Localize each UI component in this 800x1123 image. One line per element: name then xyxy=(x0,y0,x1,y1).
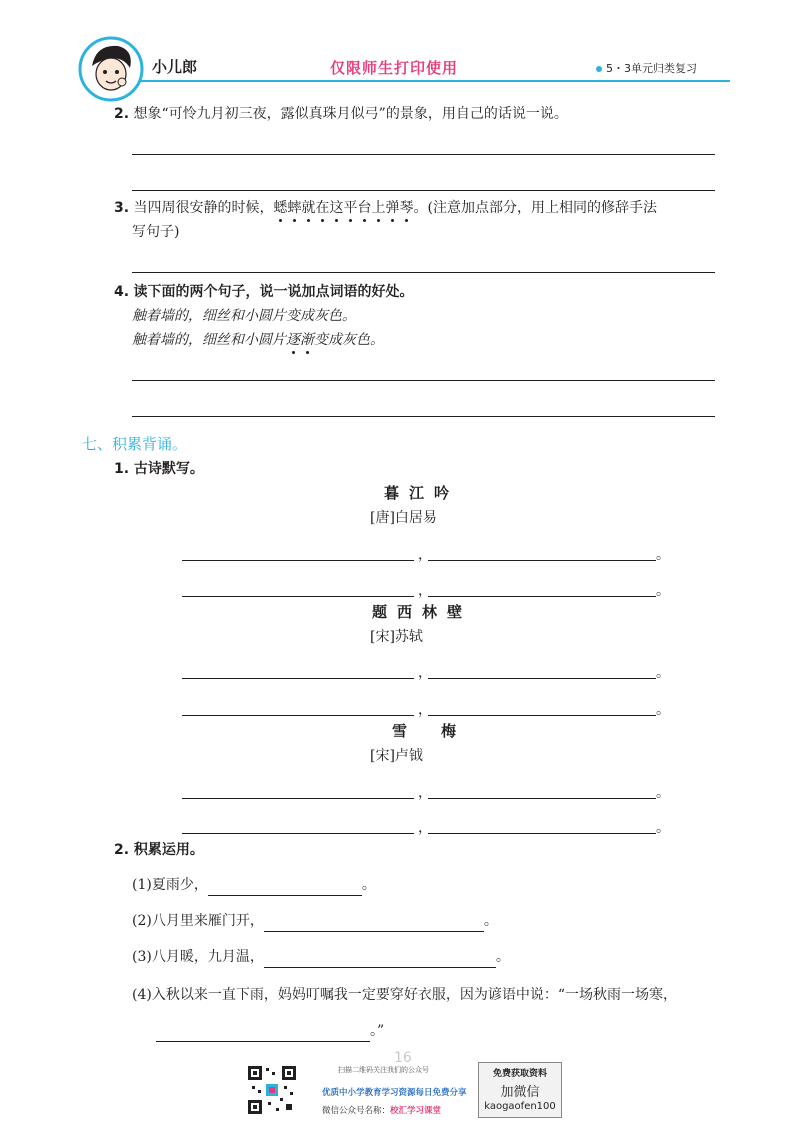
poem-title: 暮江吟 xyxy=(384,484,460,502)
subquestion-1: 1. 古诗默写。 xyxy=(114,461,204,477)
subquestion-2: 2. 积累运用。 xyxy=(114,842,204,858)
answer-line[interactable] xyxy=(132,154,715,155)
answer-blank[interactable] xyxy=(182,596,414,597)
fill-item-2 xyxy=(132,910,498,932)
example-sentence-2 xyxy=(132,330,384,350)
emphasized-char: 蟀 xyxy=(287,200,302,216)
answer-blank[interactable] xyxy=(156,1025,370,1042)
fill-item-4-cont xyxy=(156,1020,384,1042)
emphasized-char: 弹 xyxy=(385,200,400,216)
answer-blank[interactable] xyxy=(428,678,656,679)
box-line-2: 加微信 xyxy=(500,1085,540,1100)
footer-slogan: 优质中小学教育学习资源每日免费分享 xyxy=(322,1088,467,1098)
emphasized-char: 就 xyxy=(301,200,316,216)
mascot-avatar-icon xyxy=(78,36,144,102)
print-watermark: 仅限师生打印使用 xyxy=(330,59,459,77)
fill-end: 。” xyxy=(370,1023,385,1039)
page-footer xyxy=(0,1050,800,1123)
unit-tag-label: 5・3单元归类复习 xyxy=(606,62,697,75)
answer-blank[interactable] xyxy=(182,833,414,834)
page-number: 16 xyxy=(394,1050,412,1066)
emphasized-char: 渐 xyxy=(300,332,314,348)
comma: ， xyxy=(418,820,432,836)
answer-blank[interactable] xyxy=(428,596,656,597)
emphasized-char: 逐 xyxy=(286,332,300,348)
poem-fill-line xyxy=(182,699,670,719)
question-number: 2. xyxy=(114,106,130,122)
emphasized-char: 蟋 xyxy=(273,200,288,216)
unit-tag xyxy=(596,60,697,76)
period: 。 xyxy=(656,665,670,681)
emphasized-char: 上 xyxy=(371,200,386,216)
answer-blank[interactable] xyxy=(208,879,362,896)
poem-title: 雪梅 xyxy=(392,722,491,740)
comma: ， xyxy=(418,702,432,718)
sentence-pre: 触着墙的，细丝和小圆片 xyxy=(132,332,286,348)
period: 。 xyxy=(656,785,670,801)
poem-fill-line xyxy=(182,662,670,682)
period: 。 xyxy=(656,583,670,599)
question-text-post: 。(注意加点部分，用上相同的修辞手法 xyxy=(413,200,657,216)
question-text: 想象“可怜九月初三夜，露似真珠月似弓”的景象，用自己的话说一说。 xyxy=(133,106,568,122)
poem-fill-line xyxy=(182,580,670,600)
poem-fill-line xyxy=(182,544,670,564)
comma: ， xyxy=(418,785,432,801)
qr-code-icon[interactable] xyxy=(246,1064,298,1116)
fill-end: 。 xyxy=(495,949,510,965)
question-3-line2: 写句子) xyxy=(132,224,180,240)
answer-blank[interactable] xyxy=(428,833,656,834)
fill-prompt: (2)八月里来雁门开， xyxy=(132,913,264,929)
question-3 xyxy=(114,198,657,218)
question-number: 3. xyxy=(114,200,130,216)
comma: ， xyxy=(418,583,432,599)
section-title: 七、积累背诵。 xyxy=(82,435,188,453)
question-4 xyxy=(114,282,414,302)
answer-line[interactable] xyxy=(132,190,715,191)
poem-fill-line xyxy=(182,817,670,837)
bullet-dot-icon xyxy=(596,66,602,72)
question-text: 读下面的两个句子，说一说加点词语的好处。 xyxy=(133,284,414,300)
answer-blank[interactable] xyxy=(182,560,414,561)
footer-account xyxy=(322,1104,441,1116)
emphasized-char: 台 xyxy=(357,200,372,216)
comma: ， xyxy=(418,665,432,681)
emphasized-char: 琴 xyxy=(399,200,414,216)
question-2 xyxy=(114,104,568,124)
answer-line[interactable] xyxy=(132,416,715,417)
account-name: 校汇学习课堂 xyxy=(390,1106,442,1116)
fill-item-4: (4)入秋以来一直下雨，妈妈叮嘱我一定要穿好衣服，因为谚语中说：“一场秋雨一场寒， xyxy=(132,987,677,1003)
wechat-contact-box[interactable] xyxy=(478,1062,562,1118)
emphasized-char: 在 xyxy=(315,200,330,216)
emphasized-char: 平 xyxy=(343,200,358,216)
answer-blank[interactable] xyxy=(428,560,656,561)
poem-author: [唐]白居易 xyxy=(370,510,437,526)
comma: ， xyxy=(418,547,432,563)
fill-prompt: (1)夏雨少， xyxy=(132,877,208,893)
scan-hint: 扫描二维码关注我们的公众号 xyxy=(338,1066,429,1074)
answer-blank[interactable] xyxy=(264,951,496,968)
period: 。 xyxy=(656,820,670,836)
answer-blank[interactable] xyxy=(428,715,656,716)
answer-line[interactable] xyxy=(132,380,715,381)
sentence-post: 变成灰色。 xyxy=(314,332,384,348)
answer-line[interactable] xyxy=(132,272,715,273)
fill-item-1 xyxy=(132,874,376,896)
fill-prompt: (3)八月暖，九月温， xyxy=(132,949,264,965)
fill-item-3 xyxy=(132,946,510,968)
poem-author: [宋]卢钺 xyxy=(370,748,423,764)
brand-name: 小儿郎 xyxy=(152,58,198,76)
period: 。 xyxy=(656,547,670,563)
box-line-3: kaogaofen100 xyxy=(484,1101,556,1112)
answer-blank[interactable] xyxy=(428,798,656,799)
question-number: 4. xyxy=(114,284,130,300)
fill-end: 。 xyxy=(361,877,376,893)
answer-blank[interactable] xyxy=(182,715,414,716)
poem-author: [宋]苏轼 xyxy=(370,629,423,645)
poem-fill-line xyxy=(182,782,670,802)
page-header xyxy=(0,0,800,100)
poem-title: 题西林壁 xyxy=(372,603,473,621)
fill-end: 。 xyxy=(483,913,498,929)
account-label: 微信公众号名称： xyxy=(322,1106,391,1116)
box-line-1: 免费获取资料 xyxy=(492,1069,547,1079)
example-sentence-1: 触着墙的，细丝和小圆片变成灰色。 xyxy=(132,308,356,324)
period: 。 xyxy=(656,702,670,718)
answer-blank[interactable] xyxy=(182,798,414,799)
question-text-pre: 当四周很安静的时候， xyxy=(133,200,274,216)
answer-blank[interactable] xyxy=(264,915,484,932)
answer-blank[interactable] xyxy=(182,678,414,679)
emphasized-char: 这 xyxy=(329,200,344,216)
